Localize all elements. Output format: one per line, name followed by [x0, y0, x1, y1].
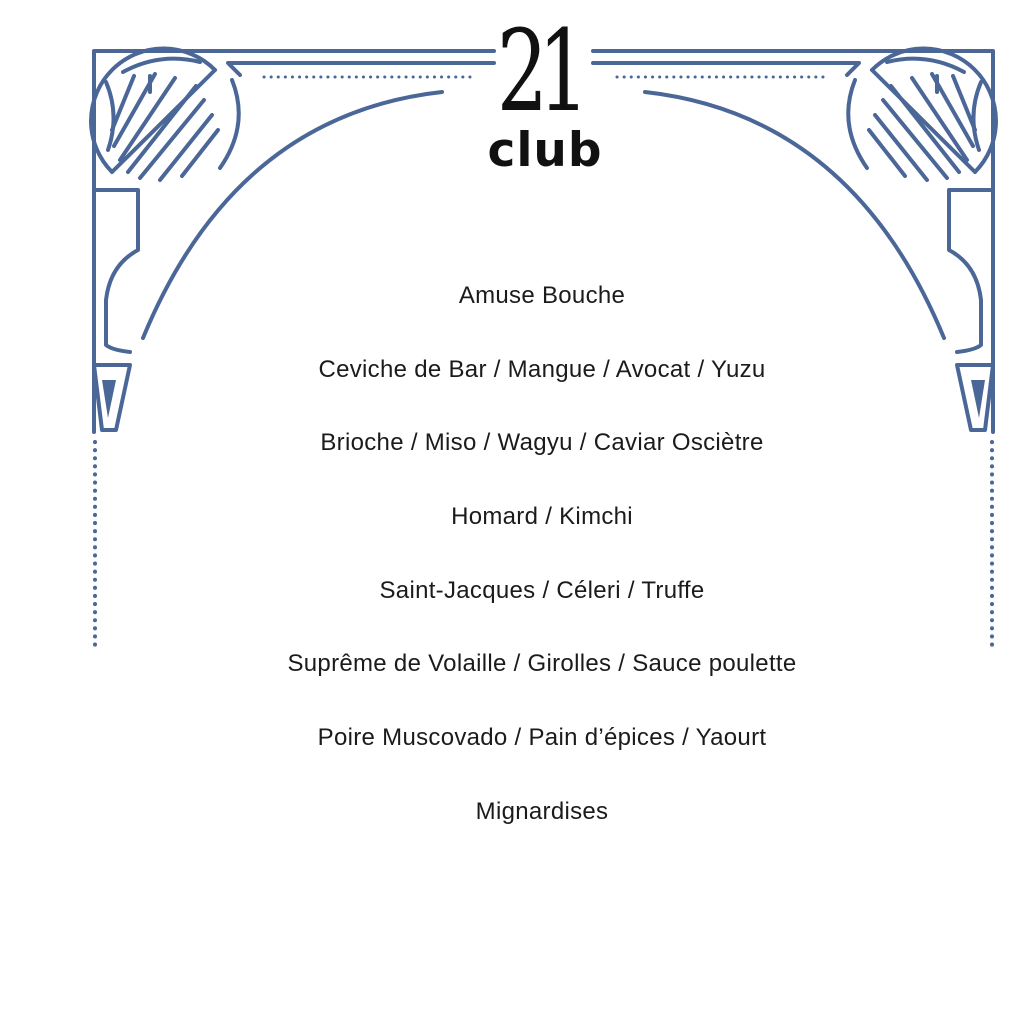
logo-number: 21	[496, 7, 580, 137]
menu-item: Mignardises	[475, 797, 609, 825]
menu-item: Brioche / Miso / Wagyu / Caviar Osciètre	[320, 429, 764, 457]
menu-item: Poire Muscovado / Pain d’épices / Yaourt	[317, 724, 767, 752]
club-logo	[470, 7, 620, 178]
menu-item: Saint-Jacques / Céleri / Truffe	[379, 576, 705, 604]
left-shell-icon	[91, 49, 239, 180]
right-shell-icon	[848, 49, 996, 180]
menu-item: Homard / Kimchi	[451, 503, 633, 531]
tasting-menu-list	[150, 272, 934, 862]
menu-item: Suprême de Volaille / Girolles / Sauce poulette	[287, 650, 797, 678]
menu-item: Amuse Bouche	[458, 282, 626, 309]
menu-item: Ceviche de Bar / Mangue / Avocat / Yuzu	[318, 355, 766, 383]
logo-word: club	[487, 123, 603, 178]
